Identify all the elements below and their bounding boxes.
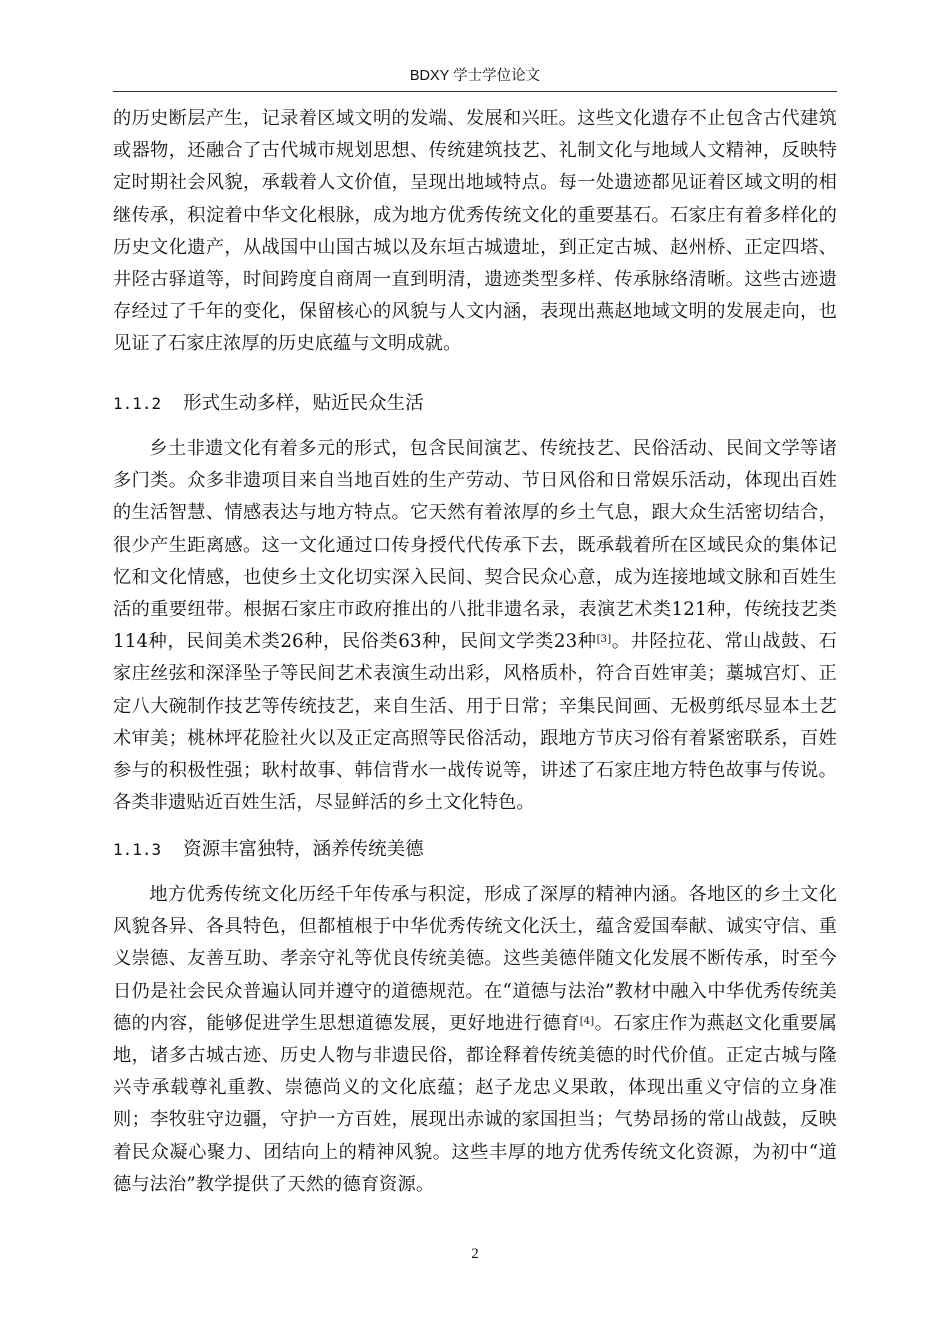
paragraph-historical-heritage: 的历史断层产生，记录着区域文明的发端、发展和兴旺。这些文化遗存不止包含古代建筑或器物，还融合了古代城市规划思想、传统建筑技艺、礼制文化与地域人文精神，反映特定时期社会风貌，承载着人文价值，呈现出地域特点。每一处遗迹都见证着区域文明的相继传承，积淀着中华文化根脉，成为地方优秀传统文化的重要基石。石家庄有着多样化的历史文化遗产，从战国中山国古城以及东垣古城遗址，到正定古城、赵州桥、正定四塔、井陉古驿道等，时间跨度自商周一直到明清，遗迹类型多样、传承脉络清晰。这些古迹遗存经过了千年的变化，保留核心的风貌与人文内涵，表现出燕赵地域文明的发展走向，也见证了石家庄浓厚的历史底蕴与文明成就。: [113, 108, 837, 355]
section-title: 形式生动多样，贴近民众生活: [183, 393, 424, 414]
paragraph-text: 。井陉拉花、常山战鼓、石家庄丝弦和深泽坠子等民间艺术表演生动出彩，风格质朴，符合百姓审美；藁城宫灯、正定八大碗制作技艺等传统技艺，来自生活、用于日常；辛集民间画、无极剪纸尽显本土艺术审美；桃林坪花脸社火以及正定高照等民俗活动，跟地方节庆习俗有着紧密联系，百姓参与的积极性强；耿村故事、韩信背水一战传说等，讲述了石家庄地方特色故事与传说。各类非遗贴近百姓生活，尽显鲜活的乡土文化特色。: [113, 631, 837, 814]
paragraph-text: 。石家庄作为燕赵文化重要属地，诸多古城古迹、历史人物与非遗民俗，都诠释着传统美德的时代价值。正定古城与隆兴寺承载尊礼重教、崇德尚义的文化底蕴；赵子龙忠义果敢，体现出重义守信的立身准则；李牧驻守边疆，守护一方百姓，展现出赤诚的家国担当；气势昂扬的常山战鼓，反映着民众凝心聚力、团结向上的精神风貌。这些丰厚的地方优秀传统文化资源，为初中“道德与法治”教学提供了天然的德育资源。: [113, 1012, 837, 1195]
section-heading-1-1-2: [113, 391, 837, 417]
page-number: 2: [471, 1246, 479, 1262]
header-divider: [113, 91, 837, 92]
citation-ref[interactable]: [4]: [579, 1015, 595, 1027]
paragraph-text: 乡土非遗文化有着多元的形式，包含民间演艺、传统技艺、民俗活动、民间文学等诸多门类。众多非遗项目来自当地百姓的生产劳动、节日风俗和日常娱乐活动，体现出百姓的生活智慧、情感表达与地方特点。它天然有着浓厚的乡土气息，跟大众生活密切结合，很少产生距离感。这一文化通过口传身授代代传承下去，既承载着所在区域民众的集体记忆和文化情感，也使乡土文化切实深入民间、契合民众心意，成为连接地域文脉和百姓生活的重要纽带。根据石家庄市政府推出的八批非遗名录，表演艺术类121种，传统技艺类114种，民间美术类26种，民俗类63种，民间文学类23种: [113, 438, 837, 653]
section-heading-1-1-3: [113, 837, 837, 863]
citation-ref[interactable]: [3]: [596, 634, 612, 646]
section-number: 1.1.2: [113, 394, 162, 413]
paragraph-text: 地方优秀传统文化历经千年传承与积淀，形成了深厚的精神内涵。各地区的乡土文化风貌各异、各具特色，但都植根于中华优秀传统文化沃土，蕴含爱国奉献、诚实守信、重义崇德、友善互助、孝亲守礼等优良传统美德。这些美德伴随文化发展不断传承，时至今日仍是社会民众普遍认同并遵守的道德规范。在“道德与法治”教材中融入中华优秀传统美德的内容，能够促进学生思想道德发展，更好地进行德育: [113, 884, 837, 1034]
paragraph-traditional-virtues: [113, 879, 837, 1201]
section-number: 1.1.3: [113, 840, 162, 859]
paragraph-intangible-heritage: [113, 433, 837, 819]
section-title: 资源丰富独特，涵养传统美德: [183, 839, 424, 860]
running-header: BDXY 学士学位论文: [409, 68, 541, 84]
